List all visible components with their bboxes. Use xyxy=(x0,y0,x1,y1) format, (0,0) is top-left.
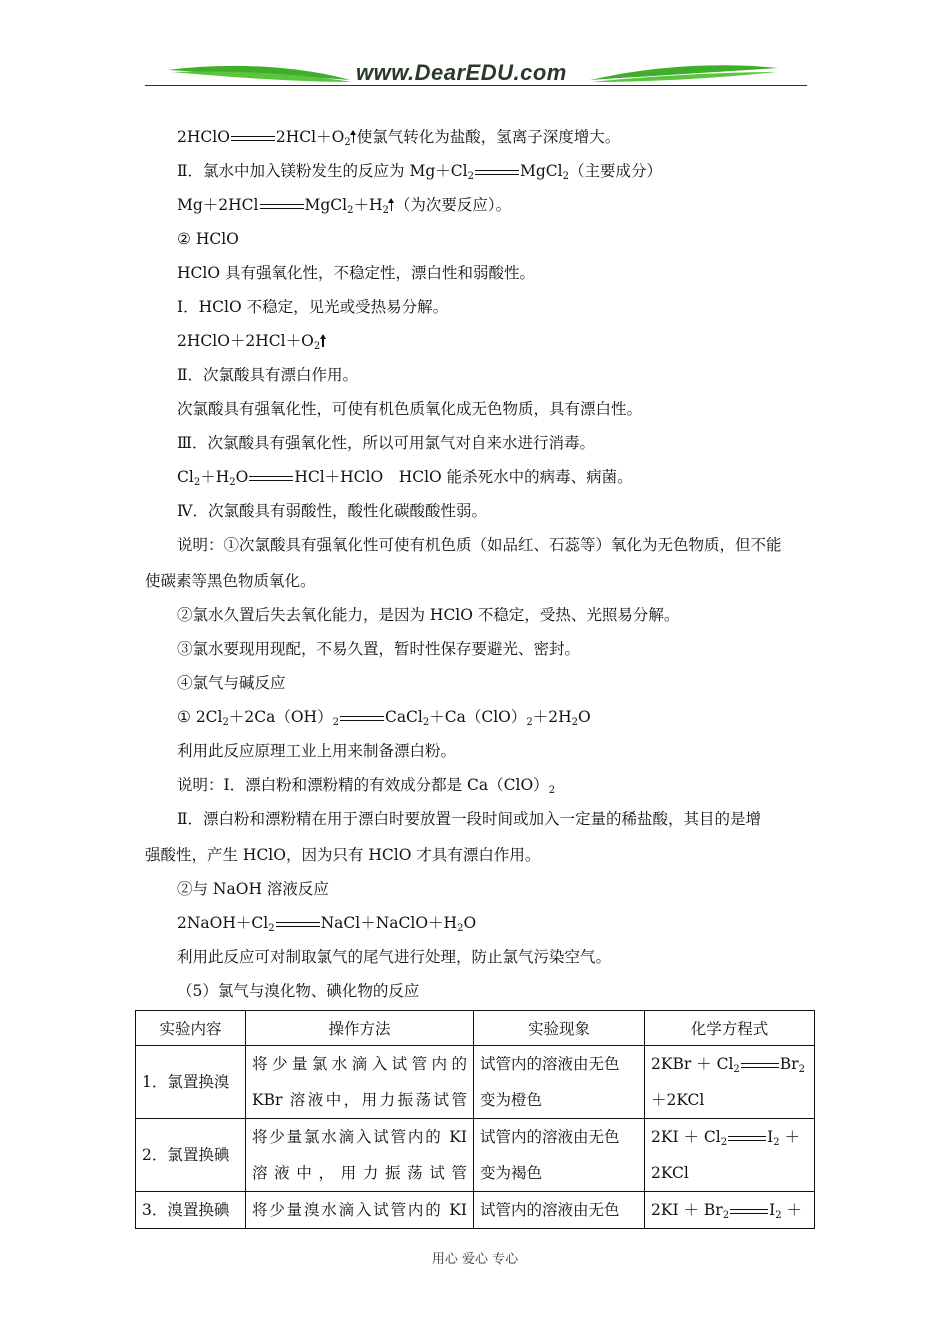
text-line: （5）氯气与溴化物、碘化物的反应 xyxy=(177,982,420,1000)
text-line: ① $2Cl_2+2Ca(OH)_2$ $CaCl_2+Ca(ClO)_2+2H_2O$ xyxy=(177,708,591,728)
up-arrow-icon xyxy=(389,198,395,211)
table-cell: 将少量氯水滴入试管内的 KBr 溶液中，用力振荡试管 xyxy=(246,1046,474,1119)
table-cell: $2KI + Cl_2$ $I_2$ ＋ 2KCl xyxy=(645,1119,815,1192)
table-row xyxy=(136,1119,815,1192)
table-cell: 3．溴置换碘 xyxy=(136,1192,246,1229)
header-rule xyxy=(145,85,807,86)
table-cell: 将少量氯水滴入试管内的 KI 溶液中，用力振荡试管 xyxy=(246,1119,474,1192)
text-line: 利用此反应原理工业上用来制备漂白粉。 xyxy=(177,742,457,760)
text-line: ④氯气与碱反应 xyxy=(177,674,286,692)
table-cell: 2．氯置换碘 xyxy=(136,1119,246,1192)
text-line: Mg＋2HCl $MgCl_2+H_2$ （为次要反应）。 xyxy=(177,196,512,216)
table-cell: 试管内的溶液由无色 变为褐色 xyxy=(474,1119,645,1192)
table-cell: $2KBr + Cl_2$ $Br_2$ ＋2KCl xyxy=(645,1046,815,1119)
reaction-table xyxy=(135,1010,815,1229)
text-line: Ⅰ．HClO 不稳定，见光或受热易分解。 xyxy=(177,298,449,316)
text-line: Ⅳ．次氯酸具有弱酸性，酸性化碳酸酸性弱。 xyxy=(177,502,487,520)
text-line: 次氯酸具有强氧化性，可使有机色质氧化成无色物质，具有漂白性。 xyxy=(177,400,643,418)
table-cell: 1．氯置换溴 xyxy=(136,1046,246,1119)
text-line: $2HClO+2HCl+O_2$ xyxy=(177,331,326,351)
table-header: 实验内容 xyxy=(136,1011,246,1046)
text-line: ② HClO xyxy=(177,230,239,248)
page-footer: 用心 爱心 专心 xyxy=(431,1252,519,1267)
text-line: Ⅱ．氯水中加入镁粉发生的反应为 $Mg+Cl_2$ MgCl$_2$（主要成分） xyxy=(177,162,662,182)
text-line: ②氯水久置后失去氧化能力，是因为 HClO 不稳定，受热、光照易分解。 xyxy=(177,606,680,624)
text-line: Ⅲ．次氯酸具有强氧化性，所以可用氯气对自来水进行消毒。 xyxy=(177,434,595,452)
text-line: 利用此反应可对制取氯气的尾气进行处理，防止氯气污染空气。 xyxy=(177,948,612,966)
text-line: 说明：①次氯酸具有强氧化性可使有机色质（如品红、石蕊等）氧化为无色物质，但不能 xyxy=(177,536,782,554)
table-cell: 试管内的溶液由无色 xyxy=(474,1192,645,1229)
site-logo-text: www.DearEDU.com xyxy=(356,60,567,85)
text-line: 强酸性，产生 HClO，因为只有 HClO 才具有漂白作用。 xyxy=(145,846,541,864)
table-row xyxy=(136,1046,815,1119)
table-header: 实验现象 xyxy=(474,1011,645,1046)
table-cell: 试管内的溶液由无色 变为橙色 xyxy=(474,1046,645,1119)
text-line: 说明：Ⅰ．漂白粉和漂粉精的有效成分都是 $Ca(ClO)_2$ xyxy=(177,776,556,796)
up-arrow-icon xyxy=(320,334,326,347)
text-line: 使碳素等黑色物质氧化。 xyxy=(145,572,316,590)
text-line: $2NaOH+Cl_2$ $NaCl+NaClO+H_2O$ xyxy=(177,914,477,934)
table-header: 化学方程式 xyxy=(645,1011,815,1046)
text-line: Ⅱ．次氯酸具有漂白作用。 xyxy=(177,366,359,384)
table-row xyxy=(136,1192,815,1229)
table-header: 操作方法 xyxy=(246,1011,474,1046)
table-cell: $2KI + Br_2$ $I_2$ ＋ xyxy=(645,1192,815,1229)
text-line: $Cl_2+H_2O$ HCl＋HClO HClO 能杀死水中的病毒、病菌。 xyxy=(177,468,633,488)
text-line: HClO 具有强氧化性，不稳定性，漂白性和弱酸性。 xyxy=(177,264,535,282)
text-line: 2HClO $2HCl+O_2$ 使氯气转化为盐酸，氢离子深度增大。 xyxy=(177,128,621,148)
table-header-row xyxy=(136,1011,815,1046)
table-cell: 将少量溴水滴入试管内的 KI xyxy=(246,1192,474,1229)
page-header xyxy=(0,0,950,100)
up-arrow-icon xyxy=(351,130,357,143)
text-line: ③氯水要现用现配，不易久置，暂时性保存要避光、密封。 xyxy=(177,640,581,658)
text-line: ②与 NaOH 溶液反应 xyxy=(177,880,329,898)
text-line: Ⅱ．漂白粉和漂粉精在用于漂白时要放置一段时间或加入一定量的稀盐酸，其目的是增 xyxy=(177,810,762,828)
